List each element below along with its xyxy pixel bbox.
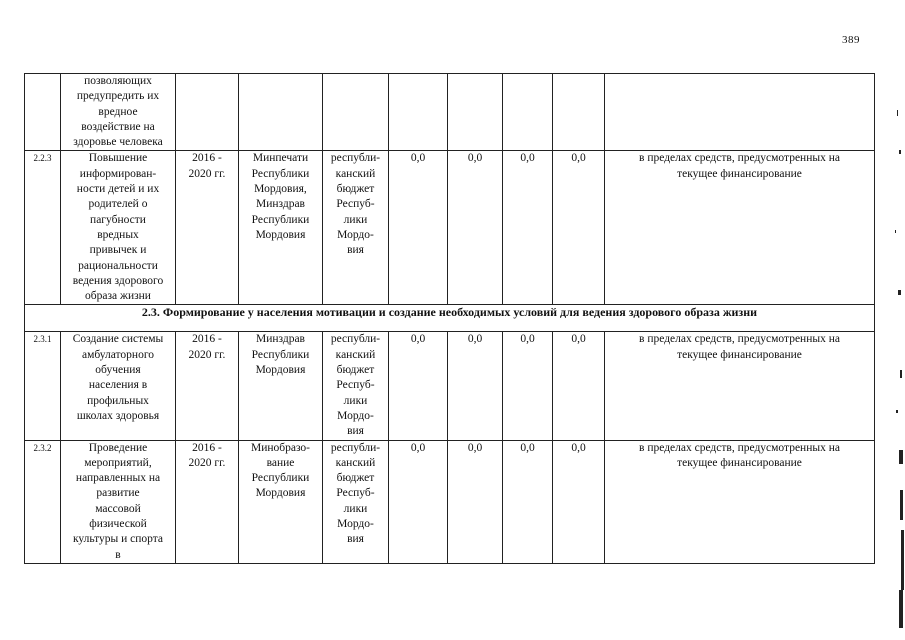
value-3: 0,0 (503, 332, 553, 440)
period: 2016 - 2020 гг. (176, 332, 239, 440)
note (605, 74, 875, 151)
funding-source: республи- канский бюджет Респуб- лики Мордо- вия (323, 440, 389, 563)
value-2: 0,0 (448, 151, 503, 305)
note: в пределах средств, предусмотренных на текущее финансирование (605, 440, 875, 563)
value-2: 0,0 (448, 440, 503, 563)
value-3: 0,0 (503, 151, 553, 305)
row-number: 2.3.2 (25, 440, 61, 563)
executor: Минздрав Республики Мордовия (239, 332, 323, 440)
value-1: 0,0 (389, 151, 448, 305)
value-4 (553, 74, 605, 151)
section-row (25, 305, 875, 332)
table-row (25, 440, 875, 563)
value-1 (389, 74, 448, 151)
value-1: 0,0 (389, 440, 448, 563)
measure-name: Повышение информирован- ности детей и их родителей о пагубности вредных привычек и рациональности ведения здорового образа жизни (61, 151, 176, 305)
executor (239, 74, 323, 151)
program-measures-table (24, 73, 875, 564)
section-title: 2.3. Формирование у населения мотивации и создание необходимых условий для ведения здорового образа жизни (25, 305, 875, 332)
measure-name: позволяющих предупредить их вредное воздействие на здоровье человека (61, 74, 176, 151)
executor: Минпечати Республики Мордовия, Минздрав Республики Мордовия (239, 151, 323, 305)
funding-source: республи- канский бюджет Респуб- лики Мордо- вия (323, 332, 389, 440)
row-number: 2.2.3 (25, 151, 61, 305)
note: в пределах средств, предусмотренных на текущее финансирование (605, 151, 875, 305)
period: 2016 - 2020 гг. (176, 440, 239, 563)
measure-name: Проведение мероприятий, направленных на развитие массовой физической культуры и спорта в (61, 440, 176, 563)
measure-name: Создание системы амбулаторного обучения населения в профильных школах здоровья (61, 332, 176, 440)
period (176, 74, 239, 151)
value-2: 0,0 (448, 332, 503, 440)
value-2 (448, 74, 503, 151)
executor: Минобразо- вание Республики Мордовия (239, 440, 323, 563)
row-number (25, 74, 61, 151)
period: 2016 - 2020 гг. (176, 151, 239, 305)
value-1: 0,0 (389, 332, 448, 440)
funding-source (323, 74, 389, 151)
scan-edge-noise (883, 110, 905, 630)
value-3: 0,0 (503, 440, 553, 563)
funding-source: республи- канский бюджет Респуб- лики Мордо- вия (323, 151, 389, 305)
table-row (25, 74, 875, 151)
page-number: 389 (842, 34, 860, 46)
table-row (25, 151, 875, 305)
value-3 (503, 74, 553, 151)
value-4: 0,0 (553, 332, 605, 440)
table-row (25, 332, 875, 440)
value-4: 0,0 (553, 151, 605, 305)
note: в пределах средств, предусмотренных на текущее финансирование (605, 332, 875, 440)
value-4: 0,0 (553, 440, 605, 563)
row-number: 2.3.1 (25, 332, 61, 440)
